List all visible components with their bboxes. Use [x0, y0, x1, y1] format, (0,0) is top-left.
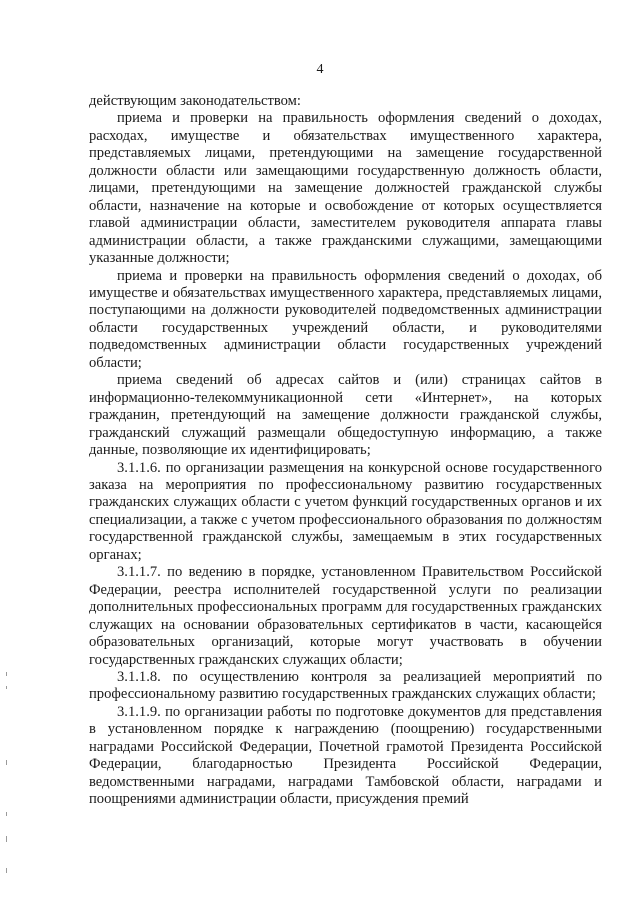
scan-mark — [6, 812, 7, 816]
scan-mark — [6, 760, 7, 765]
paragraph-4: приема сведений об адресах сайтов и (или) страницах сайтов в информационно-телекоммуникационной сети «Интернет», на которых гражданин, претендующий на замещение должности гражданской службы, гражданский служащий размещали общедоступную информацию, а также данные, позволяющие их идентифицировать; — [89, 372, 602, 459]
scan-mark — [6, 686, 7, 689]
paragraph-3-1-1-7: 3.1.1.7. по ведению в порядке, установленном Правительством Российской Федерации, реестра исполнителей государственной услуги по реализации дополнительных профессиональных программ для государственных гражданских служащих на основании образовательных сертификатов в части, касающейся образовательных организаций, которые могут участвовать в обучении государственных гражданских служащих области; — [89, 564, 602, 668]
scan-margin-marks — [0, 0, 14, 905]
scan-mark — [6, 868, 7, 873]
paragraph-3-1-1-6: 3.1.1.6. по организации размещения на конкурсной основе государственного заказа на мероприятия по профессиональному развитию государственных гражданских служащих области с учетом функций государственных органов и их специализации, а также с учетом профессионального образования по должностям государственной гражданской службы, замещаемым в этих государственных органах; — [89, 459, 602, 563]
paragraph-2: приема и проверки на правильность оформления сведений о доходах, расходах, имуществе и обязательствах имущественного характера, представляемых лицами, претендующими на замещение государственной должности области или замещающими государственную должность области, лицами, претендующими на замещение должностей гражданской службы области, назначение на которые и освобождение от которых осуществляется главой администрации области, заместителем руководителя аппарата главы администрации области, а также гражданскими служащими, замещающими указанные должности; — [89, 110, 602, 267]
page-number: 4 — [316, 62, 324, 77]
paragraph-3: приема и проверки на правильность оформления сведений о доходах, об имуществе и обязательствах имущественного характера, представляемых лицами, поступающими на должности руководителей подведомственных администрации области государственных учреждений области, и руководителями подведомственных администрации области государственных учреждений области; — [89, 267, 602, 371]
document-body — [89, 93, 602, 809]
scan-mark — [6, 672, 7, 676]
scan-mark — [6, 836, 7, 842]
paragraph-3-1-1-9: 3.1.1.9. по организации работы по подготовке документов для представления в установленном порядке к награждению (поощрению) государственными наградами Российской Федерации, Почетной грамотой Президента Российской Федерации, благодарностью Президента Российской Федерации, ведомственными наградами, наградами Тамбовской области, наградами и поощрениями администрации области, присуждения премий — [89, 703, 602, 808]
paragraph-3-1-1-8: 3.1.1.8. по осуществлению контроля за реализацией мероприятий по профессиональному развитию государственных гражданских служащих области; — [89, 668, 602, 703]
paragraph-1: действующим законодательством: — [89, 93, 301, 109]
